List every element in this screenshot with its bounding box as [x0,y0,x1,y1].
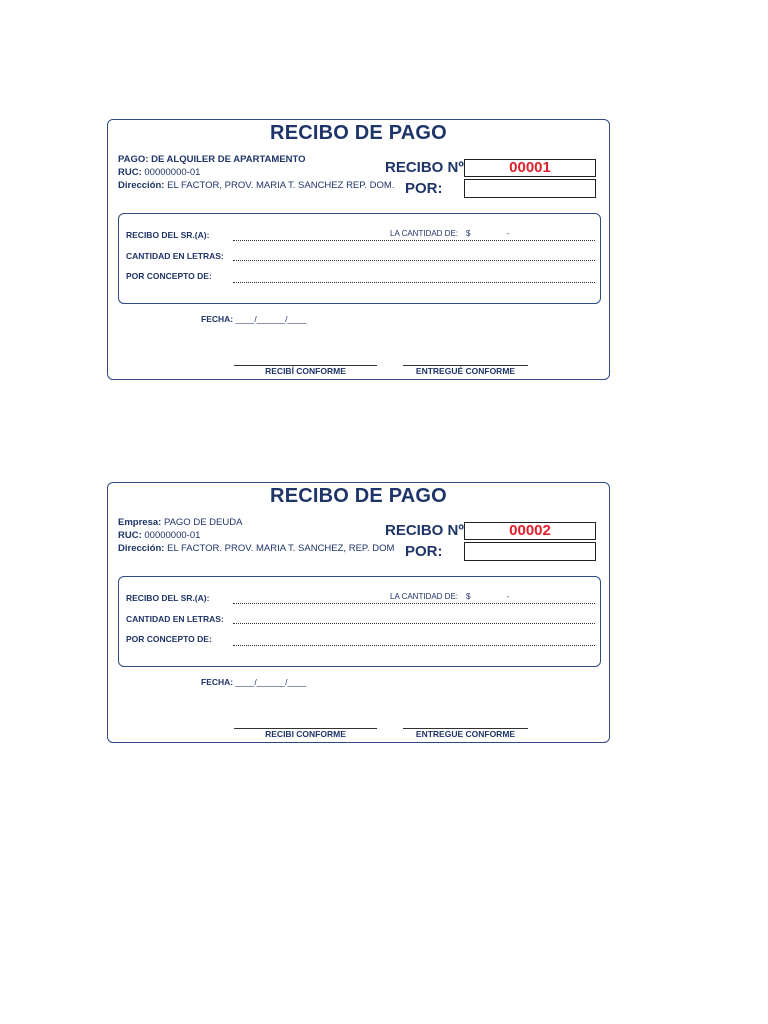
receipt-number-label: RECIBO Nº [385,522,464,539]
receipt-details-box [118,213,601,304]
por-label: POR: [405,180,443,197]
amount-dash: - [506,592,510,601]
receipt-info [118,516,394,555]
delivered-conforme-label: ENTREGUÉ CONFORME [415,366,516,376]
ruc-label: RUC: [118,530,142,541]
amount-in-words-line[interactable] [233,260,595,261]
receipt-details-box [118,576,601,667]
receipt-title: RECIBO DE PAGO [270,122,447,144]
payment-value: DE ALQUILER DE APARTAMENTO [151,154,306,165]
payment-label: PAGO: [118,154,149,165]
por-field[interactable] [464,179,596,198]
address-line [118,179,394,192]
receipt-title: RECIBO DE PAGO [270,485,447,507]
receipt-number-label: RECIBO Nº [385,159,464,176]
date-field[interactable] [201,677,306,687]
company-value: PAGO DE DEUDA [163,517,243,528]
por-label: POR: [405,543,443,560]
address-label: Dirección: [118,180,165,191]
received-from-line[interactable] [233,240,595,241]
date-label: FECHA: [201,677,234,687]
company-label: Empresa: [118,517,162,528]
ruc-value: 00000000-01 [144,530,201,541]
amount-in-words-label: CANTIDAD EN LETRAS: [126,251,224,261]
received-conforme-label: RECIBI CONFORME [265,729,346,739]
received-from-line[interactable] [233,603,595,604]
currency-symbol: $ [466,229,471,238]
address-line [118,542,394,555]
amount-in-words-line[interactable] [233,623,595,624]
received-from-label: RECIBO DEL SR.(A): [126,230,210,240]
concept-label: POR CONCEPTO DE: [126,271,212,281]
concept-line[interactable] [233,282,595,283]
address-value: EL FACTOR, PROV. MARIA T. SANCHEZ REP. DOM. [167,180,395,191]
date-blank: ____/______/____ [235,677,307,687]
receipt-2 [107,482,610,743]
payment-line [118,153,394,166]
received-from-label: RECIBO DEL SR.(A): [126,593,210,603]
ruc-label: RUC: [118,167,142,178]
ruc-line [118,529,394,542]
concept-line[interactable] [233,645,595,646]
receipt-info [118,153,394,192]
ruc-value: 00000000-01 [144,167,201,178]
receipt-1 [107,119,610,380]
date-label: FECHA: [201,314,234,324]
amount-label: LA CANTIDAD DE: [390,229,459,238]
currency-symbol: $ [466,592,471,601]
por-field[interactable] [464,542,596,561]
concept-label: POR CONCEPTO DE: [126,634,212,644]
amount-field-label [390,592,509,601]
delivered-conforme-label: ENTREGUE CONFORME [415,729,516,739]
receipt-number: 00001 [464,159,596,177]
amount-field-label [390,229,509,238]
date-field[interactable] [201,314,306,324]
amount-in-words-label: CANTIDAD EN LETRAS: [126,614,224,624]
amount-label: LA CANTIDAD DE: [390,592,459,601]
receipt-number: 00002 [464,522,596,540]
company-line [118,516,394,529]
amount-dash: - [506,229,510,238]
address-value: EL FACTOR. PROV. MARIA T. SANCHEZ, REP. DOM [167,543,395,554]
received-conforme-label: RECIBÍ CONFORME [265,366,346,376]
ruc-line [118,166,394,179]
date-blank: ____/______/____ [235,314,307,324]
address-label: Dirección: [118,543,165,554]
